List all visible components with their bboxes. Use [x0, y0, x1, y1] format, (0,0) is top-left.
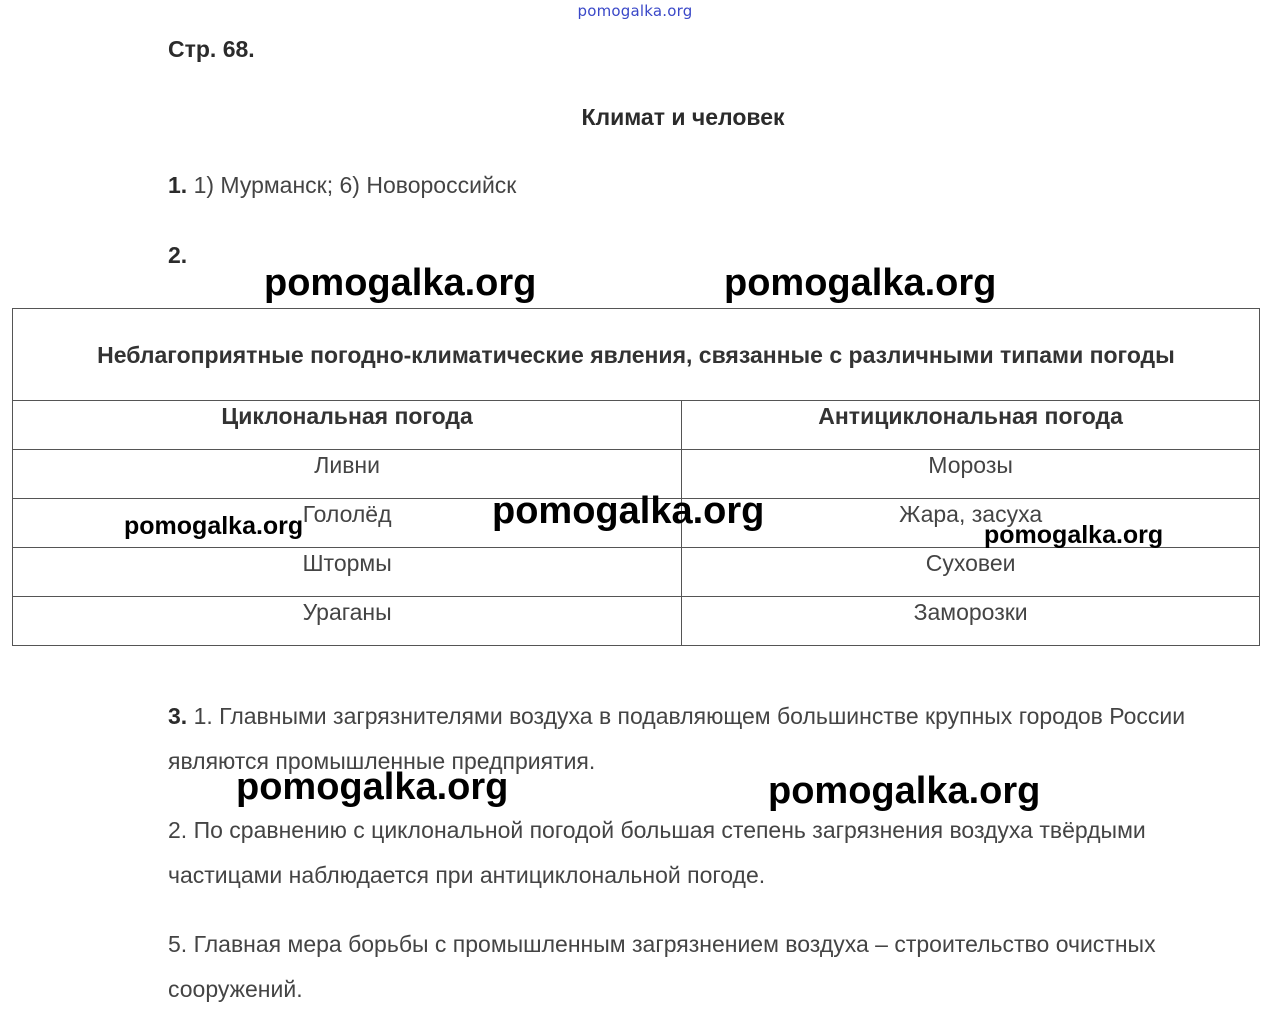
table-header-cyclonic: Циклональная погода [13, 401, 682, 450]
table-cell: Гололёд [13, 499, 682, 548]
table-row [13, 597, 1260, 646]
answer-3-item-2 [168, 808, 1228, 898]
table-cell: Суховеи [682, 548, 1260, 597]
answer-2 [168, 242, 187, 269]
table-header-anticyclonic: Антициклональная погода [682, 401, 1260, 450]
answer-3-item-5-text: 5. Главная мера борьбы с промышленным загрязнением воздуха – строительство очистных сооружений. [168, 931, 1156, 1002]
table-cell: Штормы [13, 548, 682, 597]
watermark: pomogalka.org [124, 512, 304, 540]
answer-2-number: 2. [168, 242, 188, 268]
answer-3-item-1-text: 1. Главными загрязнителями воздуха в подавляющем большинстве крупных городов России являются промышленные предприятия. [168, 703, 1186, 774]
watermark: pomogalka.org [984, 521, 1164, 549]
watermark: pomogalka.org [264, 262, 537, 304]
watermark: pomogalka.org [236, 766, 509, 808]
answer-3-number: 3. [168, 703, 188, 729]
topic-title: Климат и человек [581, 104, 785, 130]
phenomena-table [12, 308, 1260, 646]
watermark: pomogalka.org [724, 262, 997, 304]
watermark: pomogalka.org [768, 770, 1041, 812]
table-cell: Ураганы [13, 597, 682, 646]
answer-1-text: 1) Мурманск; 6) Новороссийск [193, 172, 517, 198]
table-cell: Морозы [682, 450, 1260, 499]
answer-3-item-2-text: 2. По сравнению с циклональной погодой большая степень загрязнения воздуха твёрдыми частицами наблюдается при антициклональной погоде. [168, 817, 1146, 888]
watermark: pomogalka.org [492, 490, 765, 532]
table-cell: Ливни [13, 450, 682, 499]
table-cell: Заморозки [682, 597, 1260, 646]
site-link[interactable]: pomogalka.org [577, 2, 693, 20]
table-row [13, 548, 1260, 597]
table-caption: Неблагоприятные погодно-климатические явления, связанные с различными типами погоды [13, 309, 1260, 401]
answer-3-item-5 [168, 922, 1228, 1012]
page-number: Стр. 68. [168, 36, 255, 62]
table-cell: Жара, засуха [682, 499, 1260, 548]
answer-1-number: 1. [168, 172, 188, 198]
answer-1 [168, 172, 516, 199]
